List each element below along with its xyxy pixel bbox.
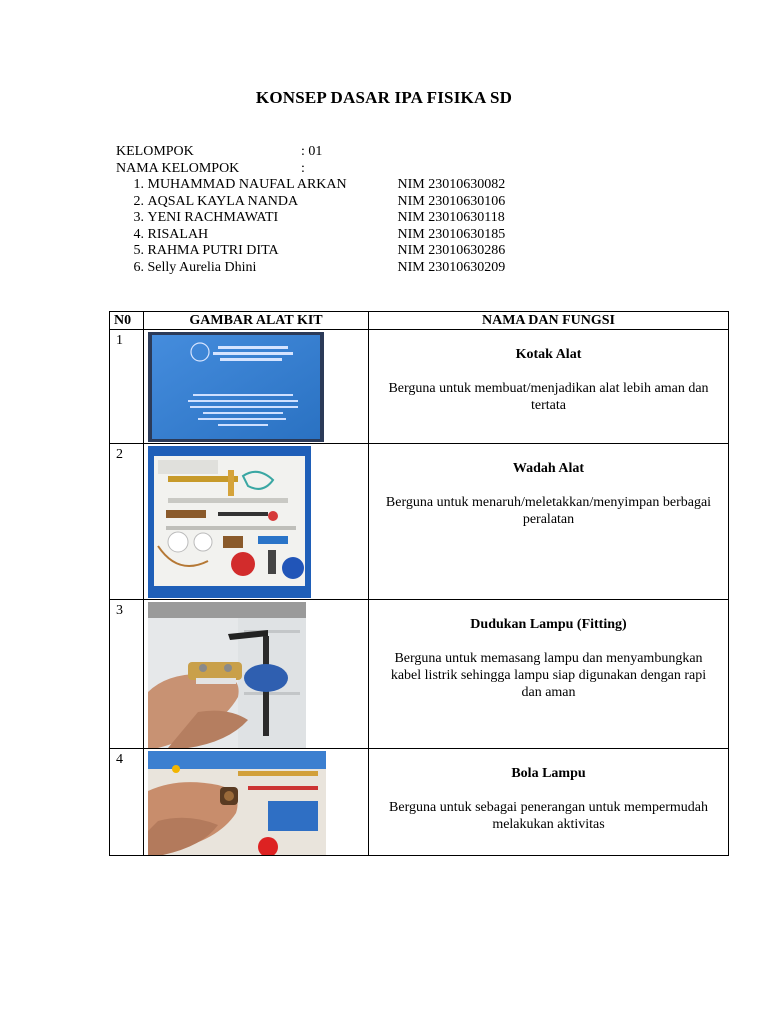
- item-function: Berguna untuk sebagai penerangan untuk mempermudah melakukan aktivitas: [389, 800, 708, 832]
- member-name: RISALAH: [147, 226, 209, 242]
- member-number: 1.: [133, 177, 144, 192]
- member-number: 3.: [133, 210, 144, 225]
- kit-table: [109, 311, 729, 856]
- hand-holding-lamp-socket-photo: [148, 602, 306, 748]
- table-header-row: [110, 312, 729, 330]
- kelompok-label: KELOMPOK: [116, 144, 194, 159]
- row-number: 4: [110, 749, 144, 856]
- member-item: [116, 227, 676, 244]
- member-nim: NIM 23010630286: [397, 243, 506, 258]
- row-number: 2: [110, 444, 144, 600]
- header-desc: NAMA DAN FUNGSI: [369, 312, 729, 330]
- kelompok-row: [116, 144, 676, 161]
- member-name: MUHAMMAD NAUFAL ARKAN: [147, 177, 347, 192]
- table-row: [110, 749, 729, 856]
- member-number: 4.: [133, 226, 144, 242]
- item-function: Berguna untuk membuat/menjadikan alat lebih aman dan tertata: [388, 381, 709, 413]
- row-image-cell: [144, 330, 369, 444]
- row-image-cell: [144, 749, 369, 856]
- member-nim: NIM 23010630082: [397, 177, 506, 192]
- member-list: [116, 177, 676, 276]
- member-item: [116, 177, 676, 194]
- item-name: Dudukan Lampu (Fitting): [470, 617, 627, 632]
- hand-holding-bulb-photo: [148, 751, 326, 855]
- member-nim: NIM 23010630106: [397, 193, 506, 209]
- member-name: AQSAL KAYLA NANDA: [147, 193, 299, 209]
- table-row: [110, 330, 729, 444]
- blue-kit-box-photo: [148, 332, 324, 442]
- nama-kelompok-value: :: [301, 160, 305, 176]
- member-name: YENI RACHMAWATI: [147, 210, 279, 225]
- item-function: Berguna untuk menaruh/meletakkan/menyimpan berbagai peralatan: [385, 495, 712, 527]
- member-nim: NIM 23010630185: [397, 226, 506, 242]
- row-image-cell: [144, 600, 369, 749]
- member-nim: NIM 23010630118: [397, 210, 505, 225]
- item-name: Kotak Alat: [515, 347, 582, 362]
- member-number: 2.: [133, 193, 144, 209]
- member-name: RAHMA PUTRI DITA: [147, 243, 279, 258]
- member-nim: NIM 23010630209: [397, 259, 506, 275]
- row-description: [369, 600, 729, 749]
- item-name: Wadah Alat: [512, 461, 585, 476]
- kelompok-value: : 01: [301, 144, 323, 159]
- item-name: Bola Lampu: [511, 766, 586, 781]
- row-number: 1: [110, 330, 144, 444]
- member-item: [116, 210, 676, 227]
- nama-kelompok-row: [116, 161, 676, 178]
- row-description: [369, 749, 729, 856]
- member-number: 5.: [133, 243, 144, 258]
- row-number: 3: [110, 600, 144, 749]
- item-function: Berguna untuk memasang lampu dan menyambungkan kabel listrik sehingga lampu siap digunakan dengan rapi dan aman: [390, 651, 707, 700]
- open-kit-tray-photo: [148, 446, 311, 598]
- member-item: [116, 260, 676, 277]
- member-name: Selly Aurelia Dhini: [147, 259, 257, 275]
- row-description: [369, 330, 729, 444]
- group-info: [116, 144, 676, 276]
- header-no: N0: [110, 312, 144, 330]
- row-description: [369, 444, 729, 600]
- member-item: [116, 194, 676, 211]
- nama-kelompok-label: NAMA KELOMPOK: [116, 160, 240, 176]
- page-title: KONSEP DASAR IPA FISIKA SD: [255, 88, 513, 107]
- table-row: [110, 444, 729, 600]
- header-image: GAMBAR ALAT KIT: [144, 312, 369, 330]
- member-item: [116, 243, 676, 260]
- row-image-cell: [144, 444, 369, 600]
- member-number: 6.: [133, 259, 144, 275]
- table-row: [110, 600, 729, 749]
